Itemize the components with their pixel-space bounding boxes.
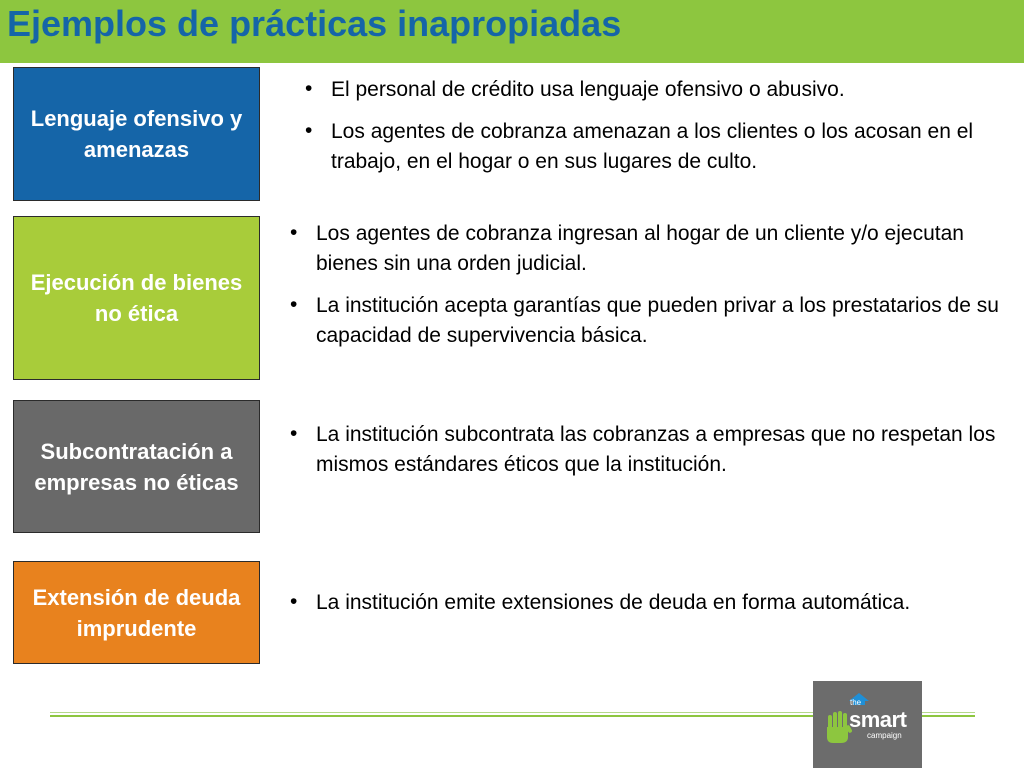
- bullet-item: • La institución subcontrata las cobranzas a empresas que no respetan los mismos estándares éticos que la institución.: [290, 420, 1010, 480]
- bullet-list-imprudent-debt: [290, 588, 930, 618]
- logo-text-the: the: [850, 698, 862, 707]
- slide-title: Ejemplos de prácticas inapropiadas: [7, 3, 622, 44]
- bullet-item: • Los agentes de cobranza amenazan a los clientes o los acosan en el trabajo, en el hogar o en sus lugares de culto.: [305, 117, 1005, 177]
- bullet-dot-icon: •: [305, 119, 313, 142]
- bullet-dot-icon: •: [290, 590, 298, 613]
- bullet-list-unethical-outsourcing: [290, 420, 1010, 480]
- category-box-imprudent-debt: [13, 561, 260, 664]
- bullet-dot-icon: •: [290, 422, 298, 445]
- bullet-list-offensive-language: [305, 75, 1005, 177]
- bullet-item: • Los agentes de cobranza ingresan al hogar de un cliente y/o ejecutan bienes sin una orden judicial.: [290, 219, 1010, 279]
- bullet-item: • La institución emite extensiones de deuda en forma automática.: [290, 588, 930, 618]
- category-label: Extensión de deuda imprudente: [32, 584, 241, 641]
- bullet-list-unethical-seizure: [290, 219, 1010, 351]
- category-label: Ejecución de bienes no ética: [30, 270, 243, 326]
- category-box-unethical-outsourcing: [13, 400, 260, 533]
- logo-text-campaign: campaign: [867, 731, 902, 740]
- bullet-item: • La institución acepta garantías que pueden privar a los prestatarios de su capacidad de supervivencia básica.: [290, 291, 1010, 351]
- bullet-dot-icon: •: [290, 293, 298, 316]
- category-box-offensive-language: [13, 67, 260, 201]
- category-label: Lenguaje ofensivo y amenazas: [30, 106, 243, 162]
- smart-campaign-logo: [813, 681, 922, 768]
- logo-text-smart: smart: [849, 707, 907, 732]
- bullet-dot-icon: •: [305, 77, 313, 100]
- title-bar: [0, 0, 1024, 63]
- category-box-unethical-seizure: [13, 216, 260, 380]
- bullet-dot-icon: •: [290, 221, 298, 244]
- bullet-item: • El personal de crédito usa lenguaje ofensivo o abusivo.: [305, 75, 1005, 105]
- category-label: Subcontratación a empresas no éticas: [34, 438, 239, 495]
